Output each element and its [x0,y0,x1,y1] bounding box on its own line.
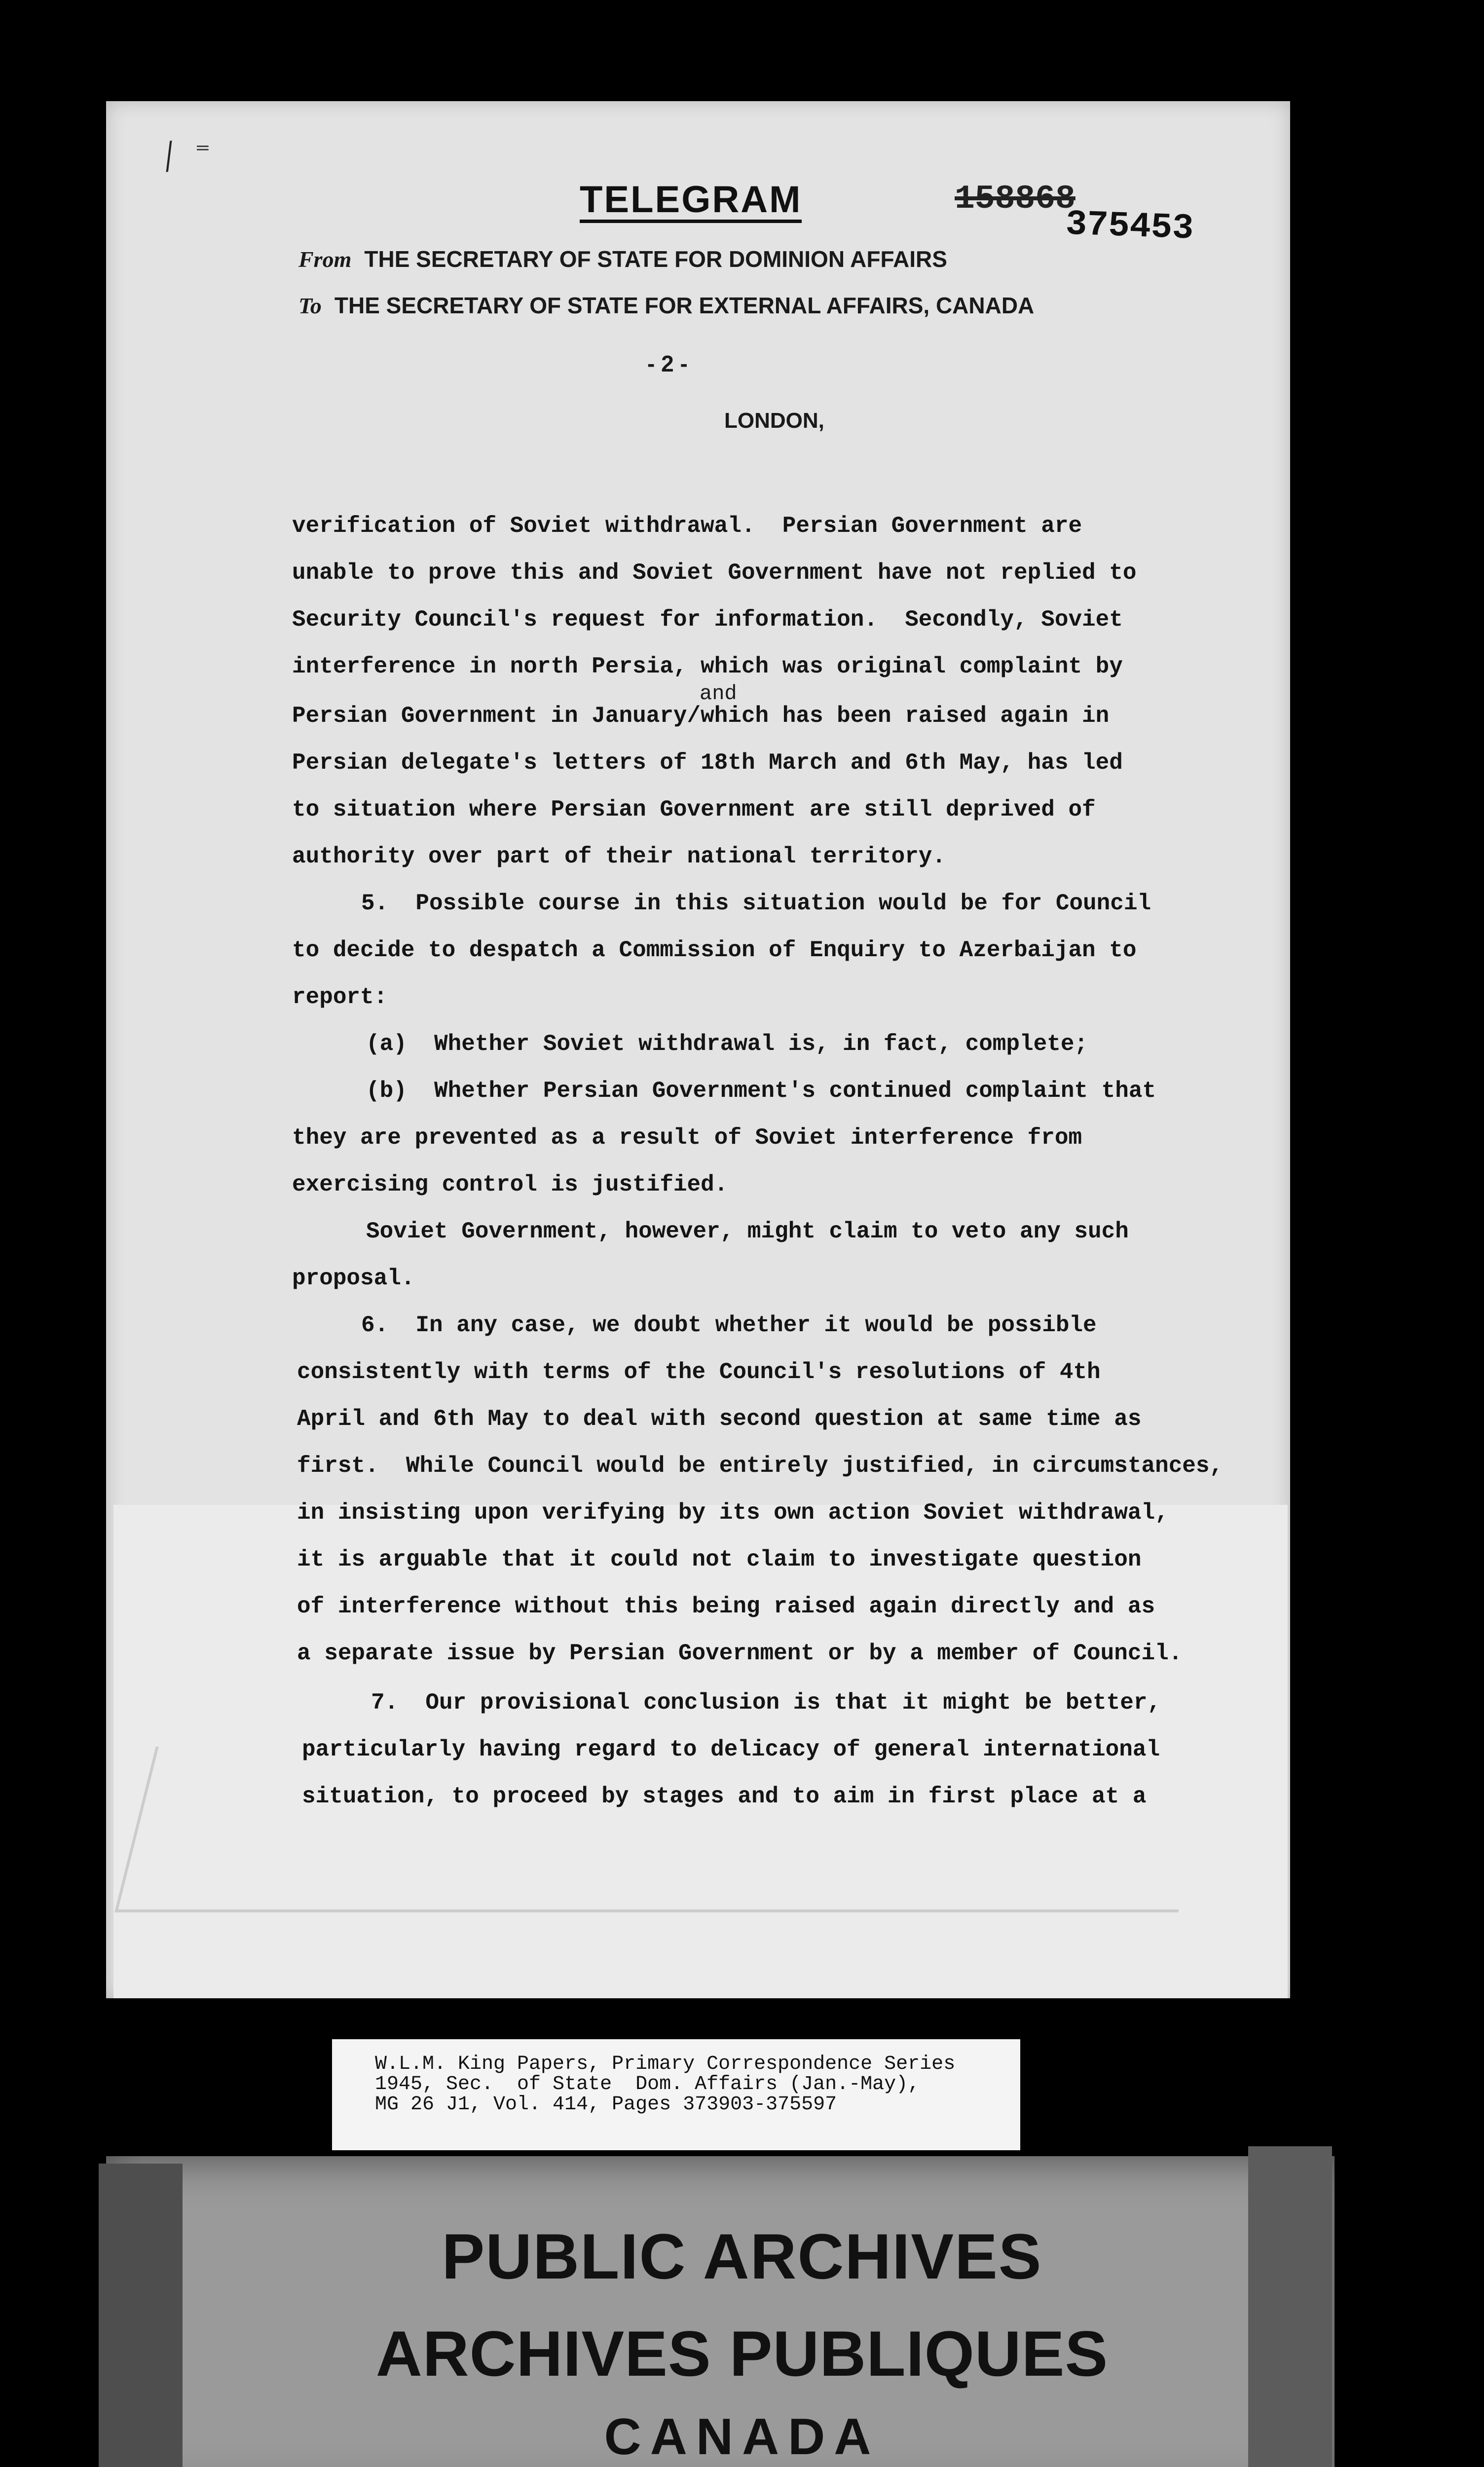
place-name: LONDON, [724,409,824,433]
interlinear-insertion: and [700,682,737,706]
document-number: 375453 [1065,204,1194,249]
reference-line: 1945, Sec. of State Dom. Affairs (Jan.-May), [375,2073,920,2095]
body-line: 6. In any case, we doubt whether it would be possible [361,1312,1097,1338]
body-line: 5. Possible course in this situation would be for Council [361,891,1151,916]
body-line: Persian Government in January/which has been raised again in [292,703,1110,729]
body-line: it is arguable that it could not claim to investigate question [297,1547,1142,1572]
body-line: Security Council's request for information. Secondly, Soviet [292,607,1123,633]
body-line: of interference without this being raised again directly and as [297,1594,1155,1619]
page-fold-shadow [114,1747,1220,1912]
body-line: particularly having regard to delicacy of general international [302,1737,1160,1762]
body-line: Persian delegate's letters of 18th March and 6th May, has led [292,750,1123,776]
body-line: Soviet Government, however, might claim to veto any such [366,1219,1129,1244]
body-line: proposal. [292,1266,415,1291]
page-number: - 2 - [647,351,688,376]
from-value: THE SECRETARY OF STATE FOR DOMINION AFFAIRS [364,246,947,272]
body-line: a separate issue by Persian Government or by a member of Council. [297,1641,1183,1666]
reference-line: W.L.M. King Papers, Primary Correspondence Series [375,2053,956,2075]
to-label: To [298,293,322,318]
archive-plate-line-3: CANADA [604,2408,880,2466]
body-line: (a) Whether Soviet withdrawal is, in fact, complete; [366,1031,1088,1057]
to-line [298,292,1034,319]
body-line: to decide to despatch a Commission of Enquiry to Azerbaijan to [292,937,1137,963]
body-line: verification of Soviet withdrawal. Persian Government are [292,513,1082,539]
body-line: to situation where Persian Government are still deprived of [292,797,1096,822]
struck-out-number: 158868 [955,180,1076,218]
body-line: consistently with terms of the Council's resolutions of 4th [297,1359,1101,1385]
body-line: situation, to proceed by stages and to aim in first place at a [302,1784,1147,1809]
body-line: April and 6th May to deal with second question at same time as [297,1406,1142,1432]
archive-plate-line-2: ARCHIVES PUBLIQUES [375,2317,1109,2390]
document-title: TELEGRAM [580,180,802,223]
body-line: (b) Whether Persian Government's continued complaint that [366,1078,1156,1104]
reference-text [375,2054,955,2115]
body-line: report: [292,984,388,1010]
from-label: From [298,247,352,272]
archive-plate-line-1: PUBLIC ARCHIVES [442,2220,1042,2292]
body-line: exercising control is justified. [292,1172,728,1197]
body-line: they are prevented as a result of Soviet interference from [292,1125,1082,1151]
body-line: unable to prove this and Soviet Government have not replied to [292,560,1137,586]
body-line: interference in north Persia, which was original complaint by [292,654,1123,679]
pen-mark-2: ⁼ [195,137,211,169]
reference-line: MG 26 J1, Vol. 414, Pages 373903-375597 [375,2093,837,2116]
pen-mark: / [157,131,181,182]
body-line: first. While Council would be entirely justified, in circumstances, [297,1453,1224,1479]
from-line [298,246,947,272]
body-line: authority over part of their national territory. [292,844,946,869]
body-line: 7. Our provisional conclusion is that it might be better, [371,1690,1161,1716]
body-line: in insisting upon verifying by its own action Soviet withdrawal, [297,1500,1169,1526]
to-value: THE SECRETARY OF STATE FOR EXTERNAL AFFAIRS, CANADA [334,293,1035,318]
